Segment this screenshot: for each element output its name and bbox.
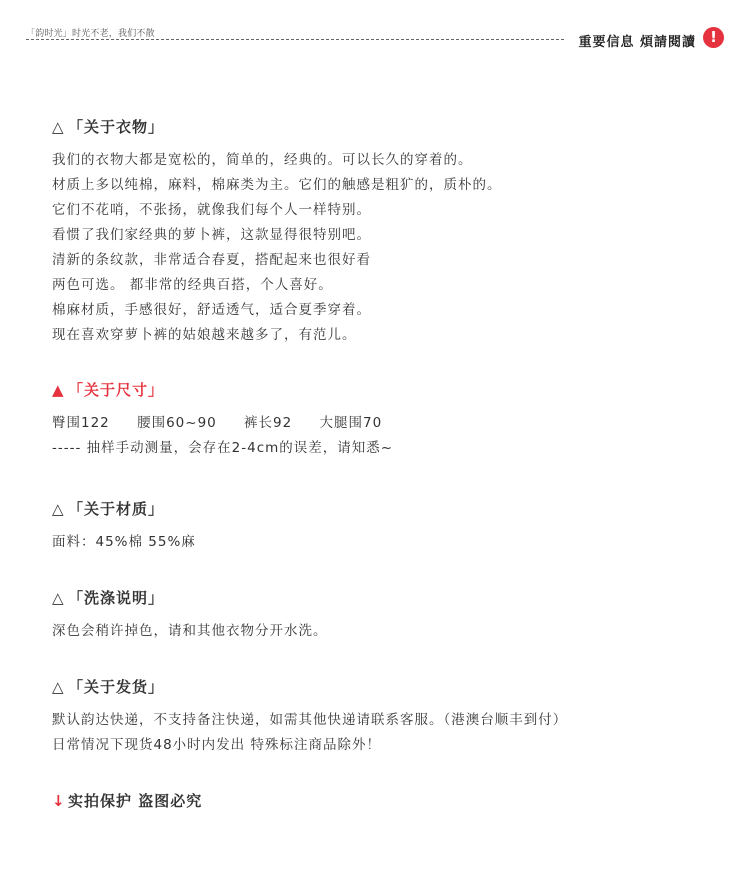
section-body: [52, 619, 712, 644]
text-line: 日常情况下现货48小时内发出 特殊标注商品除外！: [52, 737, 381, 753]
washing-text: 深色会稍许掉色，请和其他衣物分开水洗。: [52, 623, 328, 639]
measurement-note: ----- 抽样手动测量，会存在2-4cm的误差，请知悉~: [52, 440, 394, 456]
section-clothing: [52, 116, 712, 348]
measurements-row: [52, 411, 712, 436]
section-heading: [52, 676, 712, 698]
section-protection: [52, 790, 712, 812]
section-title: 「关于材质」: [68, 500, 165, 518]
section-body: [52, 148, 712, 348]
measurement-waist: 腰围60~90: [137, 415, 217, 431]
important-notice-label: 重要信息 煩請閱讀: [578, 35, 696, 50]
section-body: [52, 708, 712, 758]
section-size: [52, 379, 712, 461]
text-line: 我们的衣物大都是宽松的，简单的，经典的。可以长久的穿着的。: [52, 152, 473, 168]
section-heading: [52, 790, 712, 812]
section-title: 「洗涤说明」: [68, 589, 165, 607]
exclamation-icon: !: [703, 27, 724, 48]
triangle-outline-icon: △: [52, 678, 65, 696]
section-title: 「关于尺寸」: [68, 381, 165, 399]
measurement-thigh: 大腿围70: [319, 415, 383, 431]
measurement-hip: 臀围122: [52, 415, 110, 431]
triangle-outline-icon: △: [52, 500, 65, 518]
text-line: 清新的条纹款，非常适合春夏，搭配起来也很好看: [52, 252, 371, 268]
dashed-divider: [26, 39, 564, 40]
section-heading: [52, 379, 712, 401]
text-line: 两色可选。 都非常的经典百搭，个人喜好。: [52, 277, 333, 293]
section-heading: [52, 116, 712, 138]
section-title: 「关于衣物」: [68, 118, 165, 136]
text-line: 材质上多以纯棉，麻料，棉麻类为主。它们的触感是粗犷的，质朴的。: [52, 177, 502, 193]
triangle-filled-icon: ▲: [52, 381, 65, 399]
text-line: 默认韵达快递，不支持备注快递，如需其他快递请联系客服。（港澳台顺丰到付）: [52, 712, 568, 728]
section-heading: [52, 498, 712, 520]
text-line: 看惯了我们家经典的萝卜裤，这款显得很特别吧。: [52, 227, 371, 243]
text-line: 现在喜欢穿萝卜裤的姑娘越来越多了，有范儿。: [52, 327, 357, 343]
triangle-outline-icon: △: [52, 118, 65, 136]
down-arrow-icon: ↓: [52, 792, 66, 810]
section-heading: [52, 587, 712, 609]
text-line: 它们不花哨，不张扬，就像我们每个人一样特别。: [52, 202, 371, 218]
measurement-length: 裤长92: [244, 415, 293, 431]
section-body: [52, 411, 712, 461]
text-line: 棉麻材质，手感很好，舒适透气，适合夏季穿着。: [52, 302, 371, 318]
section-washing: [52, 587, 712, 644]
top-bar: [26, 22, 724, 52]
section-body: [52, 530, 712, 555]
material-text: 面料：45%棉 55%麻: [52, 534, 196, 550]
protection-title: 实拍保护 盗图必究: [68, 792, 203, 810]
section-shipping: [52, 676, 712, 758]
triangle-outline-icon: △: [52, 589, 65, 607]
section-title: 「关于发货」: [68, 678, 165, 696]
section-material: [52, 498, 712, 555]
brand-slogan: 「韵时光」时光不老，我们不散: [26, 29, 155, 39]
